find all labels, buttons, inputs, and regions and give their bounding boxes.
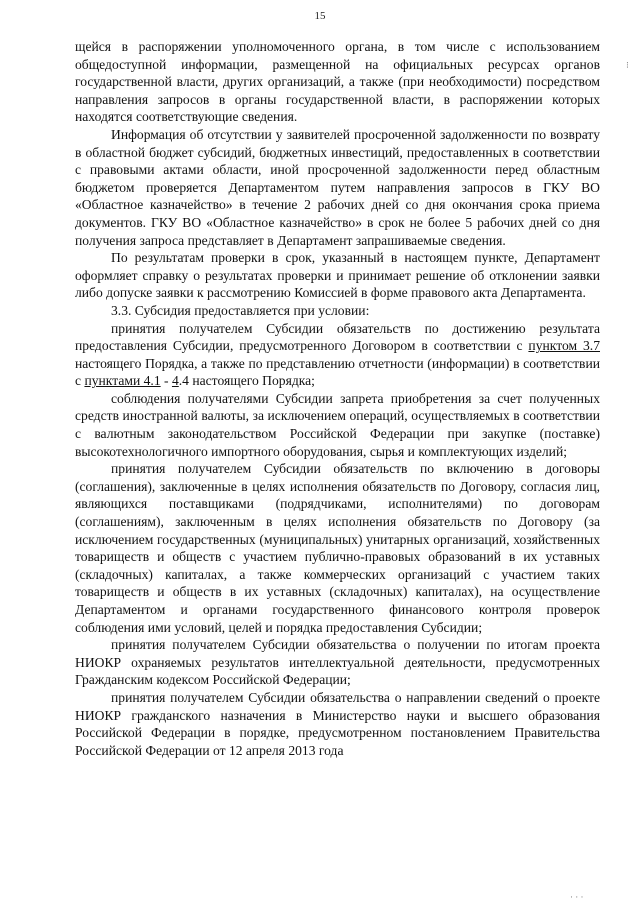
paragraph-text: принятия получателем Субсидии обязательства о направлении сведений о проекте НИОКР гражданского назначения в Министерство науки и высшего образования Российской Федерации в порядке, предусмотренном постановлением Правительства Российской Федерации от 12 апреля 2013 года bbox=[75, 689, 600, 758]
paragraph-text: принятия получателем Субсидии обязательства о получении по итогам проекта НИОКР охраняемых результатов интеллектуальной деятельности, предусмотренных Гражданским кодексом Российской Федерации; bbox=[75, 637, 600, 688]
paragraph-text: настоящего Порядка, а также по представлению отчетности (информации) в соответствии с bbox=[75, 355, 600, 389]
scan-artifact-bottom: · · · bbox=[570, 892, 584, 902]
paragraph bbox=[75, 636, 600, 689]
paragraph bbox=[75, 320, 600, 390]
document-body bbox=[75, 38, 600, 759]
paragraph bbox=[75, 390, 600, 460]
paragraph bbox=[75, 460, 600, 636]
scan-artifact-top: ⁝ bbox=[626, 60, 629, 70]
cross-reference-link[interactable]: пунктом 3.7 bbox=[528, 338, 600, 354]
paragraph-text: .4 настоящего Порядка; bbox=[178, 373, 315, 389]
paragraph bbox=[75, 38, 600, 126]
paragraph-text: По результатам проверки в срок, указанный в настоящем пункте, Департамент оформляет справку о результатах проверки и принимает решение об отклонении заявки либо допуске заявки к рассмотрению Комиссией в форме правового акта Департамента. bbox=[75, 250, 600, 301]
page-number: 15 bbox=[314, 10, 326, 22]
paragraph-text: 3.3. Субсидия предоставляется при условии: bbox=[111, 302, 370, 318]
paragraph-text: принятия получателем Субсидии обязательств по включению в договоры (соглашения), заключенные в целях исполнения обязательств по Договору, согласия лиц, являющихся поставщиками (подрядчиками, исполнителями) по договорам (соглашениям), заключенным в целях исполнения обязательств по Договору (за исключением государственных (муниципальных) унитарных организаций, хозяйственных товариществ и обществ с участием публично-правовых образований в их уставных (складочных) капиталах, а также коммерческих организаций с участием таких товариществ и обществ в их уставных (складочных) капиталах), на осуществление Департаментом и органами государственного финансового контроля проверок соблюдения ими условий, целей и порядка предоставления Субсидии; bbox=[75, 461, 600, 635]
paragraph-text: - bbox=[160, 373, 172, 389]
cross-reference-link[interactable]: пунктами 4.1 bbox=[84, 373, 161, 389]
cross-reference-link[interactable]: 4 bbox=[171, 373, 179, 389]
paragraph bbox=[75, 126, 600, 249]
paragraph bbox=[75, 689, 600, 759]
paragraph bbox=[75, 302, 600, 320]
paragraph-text: Информация об отсутствии у заявителей просроченной задолженности по возврату в областной бюджет субсидий, бюджетных инвестиций, предоставленных в соответствии с правовыми актами области, иной просроченной задолженности перед областным бюджетом проверяется Департаментом путем направления запросов в ГКУ ВО «Областное казначейство» в течение 2 рабочих дней со дня окончания срока приема документов. ГКУ ВО «Областное казначейство» в срок не более 5 рабочих дней со дня получения запроса представляет в Департамент запрашиваемые сведения. bbox=[75, 126, 600, 248]
paragraph-text: соблюдения получателями Субсидии запрета приобретения за счет полученных средств иностранной валюты, за исключением операций, осуществляемых в соответствии с валютным законодательством Российской Федерации при закупке (поставке) высокотехнологичного импортного оборудования, сырья и комплектующих изделий; bbox=[75, 390, 600, 459]
paragraph bbox=[75, 249, 600, 302]
paragraph-text: принятия получателем Субсидии обязательств по достижению результата предоставления Субсидии, предусмотренного Договором в соответствии с bbox=[75, 320, 600, 354]
paragraph-text: щейся в распоряжении уполномоченного органа, в том числе с использованием общедоступной информации, размещенной на официальных ресурсах органов государственной власти, других организаций, а также (при необходимости) посредством направления запросов в органы государственной власти, в распоряжении которых находятся соответствующие сведения. bbox=[75, 39, 600, 125]
